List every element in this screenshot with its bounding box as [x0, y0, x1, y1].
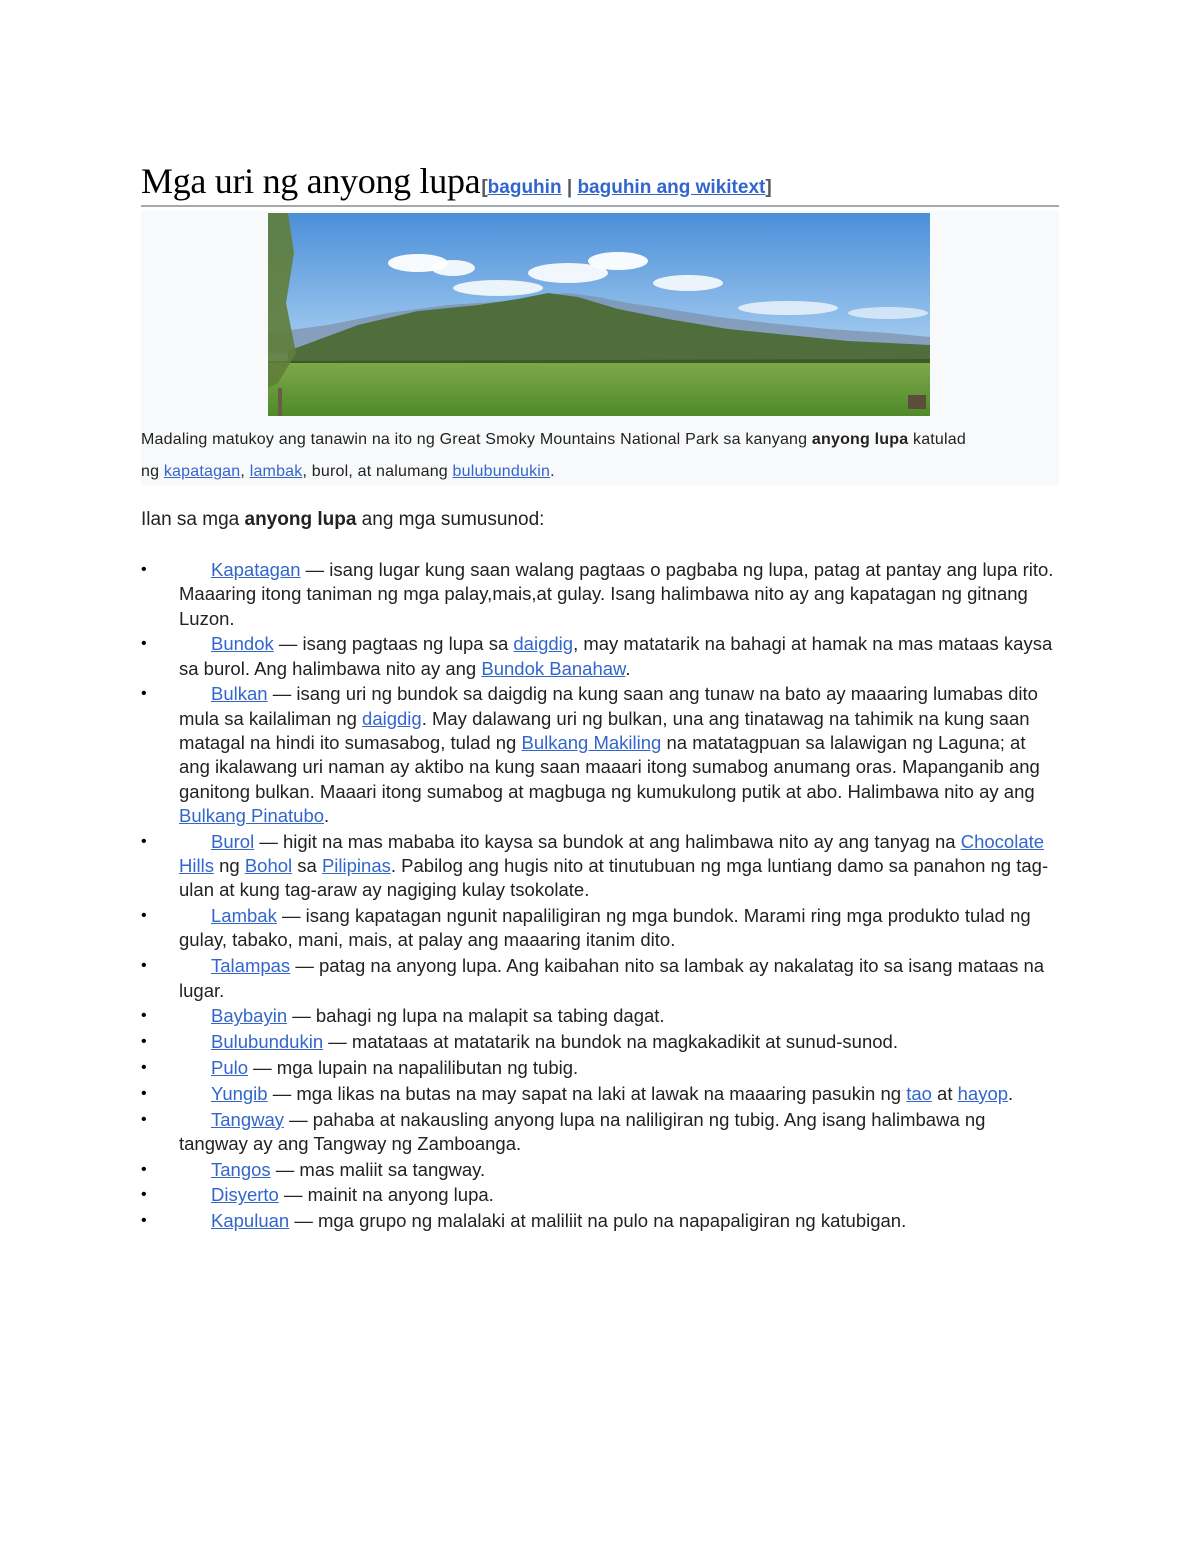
bullet-icon: •	[141, 1110, 147, 1128]
bullet-icon: •	[141, 561, 147, 578]
item-text: — isang kapatagan ngunit napaliligiran ng mga bundok. Marami ring mga produkto tulad ng gulay, tabako, mani, mais, at palay ang maaaring itanim dito.	[179, 905, 1031, 951]
bullet-icon: •	[141, 685, 147, 703]
link-kapatagan[interactable]: Kapatagan	[211, 559, 301, 580]
list-item-disyerto	[141, 1183, 1059, 1207]
bullet-icon: •	[141, 1058, 147, 1076]
link-bundok-banahaw[interactable]: Bundok Banahaw	[481, 657, 626, 679]
landscape-image-drawing	[268, 213, 930, 416]
item-text: — patag na anyong lupa. Ang kaibahan nito sa lambak ay nakalatag ito sa isang mataas na lugar.	[179, 955, 1045, 1001]
caption-text: katulad ng	[141, 431, 966, 480]
item-text: .	[324, 804, 330, 826]
item-text: — matataas at matatarik na bundok na magkakadikit at sunud-sunod.	[323, 1031, 898, 1053]
item-text: . May dalawang uri ng bulkan, una ang tinatawag na tahimik na kung saan matagal na hindi ito sumasabog, tulad ng	[179, 707, 1030, 754]
link-tao[interactable]: tao	[906, 1082, 932, 1104]
link-hayop[interactable]: hayop	[957, 1082, 1009, 1104]
link-kapatagan[interactable]: kapatagan	[163, 463, 241, 480]
thumbnail-figure	[141, 211, 1059, 485]
bullet-icon: •	[141, 1160, 147, 1178]
list-item-bundok	[141, 632, 1059, 681]
landscape-image[interactable]	[268, 213, 930, 416]
figure-caption	[141, 424, 981, 488]
link-bulubundukin[interactable]: Bulubundukin	[211, 1031, 324, 1053]
item-text: — mas maliit sa tangway.	[270, 1158, 486, 1180]
item-text: — mga likas na butas na may sapat na laki at lawak na maaaring pasukin ng	[267, 1082, 907, 1104]
item-text: . Pabilog ang hugis nito at tinutubuan ng mga luntiang damo sa panahon ng tag-ulan at kung tag-araw ay nagiging kulay tsokolate.	[179, 855, 1049, 901]
link-baybayin[interactable]: Baybayin	[211, 1005, 288, 1027]
link-bohol[interactable]: Bohol	[244, 855, 293, 877]
bullet-icon: •	[141, 1084, 147, 1102]
bullet-icon: •	[141, 1033, 147, 1051]
link-daigdig[interactable]: daigdig	[513, 633, 574, 655]
link-bundok[interactable]: Bundok	[211, 633, 274, 655]
bracket-open: [	[481, 177, 488, 198]
edit-link[interactable]: baguhin	[487, 177, 562, 198]
caption-text: ,	[240, 463, 250, 480]
intro-paragraph	[141, 509, 1059, 531]
caption-text: , burol, at nalumang	[302, 463, 453, 480]
link-bulubundukin[interactable]: bulubundukin	[452, 463, 551, 480]
bullet-icon: •	[141, 907, 147, 925]
item-text: .	[625, 657, 631, 679]
item-text: ng	[213, 855, 245, 877]
item-text: — mainit na anyong lupa.	[278, 1184, 494, 1206]
link-bulkan[interactable]: Bulkan	[211, 683, 268, 705]
bullet-icon: •	[141, 957, 147, 975]
caption-bold-anyong-lupa: anyong lupa	[811, 431, 909, 448]
edit-separator: |	[561, 177, 578, 198]
item-text: — isang pagtaas ng lupa sa	[273, 633, 514, 655]
list-item-lambak	[141, 904, 1059, 953]
section-heading	[141, 160, 1059, 207]
item-text: — isang uri ng bundok sa daigdig na kung saan ang tunaw na bato ay maaaring lumabas dito mula sa kailaliman ng	[179, 683, 1038, 729]
bullet-icon: •	[141, 1186, 147, 1204]
edit-source-link[interactable]: baguhin ang wikitext	[577, 177, 766, 198]
link-disyerto[interactable]: Disyerto	[211, 1184, 279, 1206]
bullet-icon: •	[141, 1007, 147, 1025]
list-item-tangway	[141, 1108, 1059, 1157]
list-item-bulubundukin	[141, 1030, 1059, 1054]
list-item-baybayin	[141, 1004, 1059, 1028]
bracket-close: ]	[765, 177, 772, 198]
intro-text: ang mga sumusunod:	[356, 509, 545, 530]
item-text: — isang lugar kung saan walang pagtaas o pagbaba ng lupa, patag at pantay ang lupa rito. Maaaring itong taniman ng mga palay,mais,at gulay. Isang halimbawa nito ay ang kapatagan ng gitnang Luzon.	[179, 559, 1054, 629]
link-lambak[interactable]: lambak	[249, 463, 303, 480]
caption-text: Madaling matukoy ang tanawin na ito ng Great Smoky Mountains National Park sa kanyang	[141, 431, 812, 448]
item-text: — mga lupain na napalilibutan ng tubig.	[248, 1056, 579, 1078]
list-item-kapatagan	[141, 558, 1059, 631]
link-tangway[interactable]: Tangway	[211, 1108, 285, 1130]
item-text: — higit na mas mababa ito kaysa sa bundok at ang halimbawa nito ay ang tanyag na	[254, 830, 961, 852]
link-burol[interactable]: Burol	[211, 830, 255, 852]
item-text: at	[931, 1082, 958, 1104]
item-text: — mga grupo ng malalaki at maliliit na pulo na napapaligiran ng katubigan.	[289, 1210, 907, 1232]
link-pilipinas[interactable]: Pilipinas	[321, 855, 391, 877]
link-talampas[interactable]: Talampas	[211, 955, 291, 977]
link-chocolate-hills[interactable]: Chocolate Hills	[179, 830, 1045, 877]
landform-list	[141, 558, 1059, 1234]
bullet-icon: •	[141, 1212, 147, 1230]
item-text: , may matatarik na bahagi at hamak na mas mataas kaysa sa burol. Ang halimbawa nito ay ang	[179, 633, 1053, 679]
list-item-yungib	[141, 1082, 1059, 1106]
list-item-talampas	[141, 954, 1059, 1003]
item-text: .	[1008, 1082, 1014, 1104]
link-bulkang-pinatubo[interactable]: Bulkang Pinatubo	[179, 804, 325, 826]
item-text: — bahagi ng lupa na malapit sa tabing dagat.	[287, 1005, 665, 1027]
link-bulkang-makiling[interactable]: Bulkang Makiling	[521, 732, 662, 754]
item-text: sa	[292, 855, 322, 877]
intro-text: Ilan sa mga	[141, 509, 245, 530]
list-item-tangos	[141, 1158, 1059, 1182]
bullet-icon: •	[141, 635, 147, 653]
section-title: Mga uri ng anyong lupa	[141, 161, 481, 201]
edit-section-links	[481, 177, 771, 199]
item-text: na matatagpuan sa lalawigan ng Laguna; at ang ikalawang uri naman ay aktibo na kung saan maaari itong sumabog anumang oras. Mapanganib ang ganitong bulkan. Maaari itong sumabog at magbuga ng kumukulong putik at abo. Halimbawa nito ay ang	[179, 732, 1040, 802]
link-daigdig[interactable]: daigdig	[362, 707, 422, 729]
article-page	[141, 160, 1059, 1235]
item-text: — pahaba at nakausling anyong lupa na naliligiran ng tubig. Ang isang halimbawa ng tangway ay ang Tangway ng Zamboanga.	[179, 1108, 986, 1154]
list-item-bulkan	[141, 682, 1059, 828]
link-lambak[interactable]: Lambak	[211, 905, 277, 927]
bullet-icon: •	[141, 832, 147, 850]
link-pulo[interactable]: Pulo	[211, 1056, 249, 1078]
caption-text: .	[550, 463, 555, 480]
link-tangos[interactable]: Tangos	[211, 1158, 271, 1180]
list-item-pulo	[141, 1056, 1059, 1080]
link-yungib[interactable]: Yungib	[211, 1082, 268, 1104]
link-kapuluan[interactable]: Kapuluan	[211, 1210, 290, 1232]
list-item-burol	[141, 830, 1059, 903]
intro-bold-anyong-lupa: anyong lupa	[244, 509, 357, 530]
list-item-kapuluan	[141, 1209, 1059, 1233]
